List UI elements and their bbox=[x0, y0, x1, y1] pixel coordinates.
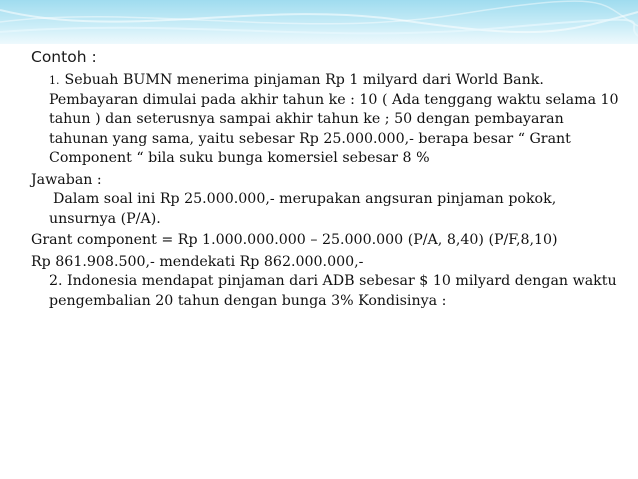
question-1 bbox=[31, 71, 621, 169]
header-decoration bbox=[0, 0, 638, 44]
grant-formula: Grant component = Rp 1.000.000.000 – 25.000.000 (P/A, 8,40) (P/F,8,10) bbox=[31, 232, 558, 248]
question-1-text: Sebuah BUMN menerima pinjaman Rp 1 milyard dari World Bank. Pembayaran dimulai pada akhir tahun ke : 10 ( Ada tenggang waktu selama 10 tahun ) dan seterusnya sampai akhir tahun ke ; 50 dengan pembayaran tahunan yang sama, yaitu sebesar Rp 25.000.000,- berapa besar “ Grant Component “ bila suku bunga komersiel sebesar 8 % bbox=[49, 72, 619, 166]
answer-label: Jawaban : bbox=[31, 171, 102, 188]
result-text: Rp 861.908.500,- mendekati Rp 862.000.000,- bbox=[31, 253, 364, 270]
answer-text: Dalam soal ini Rp 25.000.000,- merupakan angsuran pinjaman pokok, unsurnya (P/A). bbox=[49, 191, 557, 227]
question-1-number: 1. bbox=[49, 74, 60, 87]
wave-decoration bbox=[0, 0, 638, 44]
question-2: 2. Indonesia mendapat pinjaman dari ADB sebesar $ 10 milyard dengan waktu pengembalian 20 tahun dengan bunga 3% Kondisinya : bbox=[49, 273, 617, 309]
slide-body bbox=[31, 47, 621, 311]
slide-heading: Contoh : bbox=[31, 48, 97, 66]
